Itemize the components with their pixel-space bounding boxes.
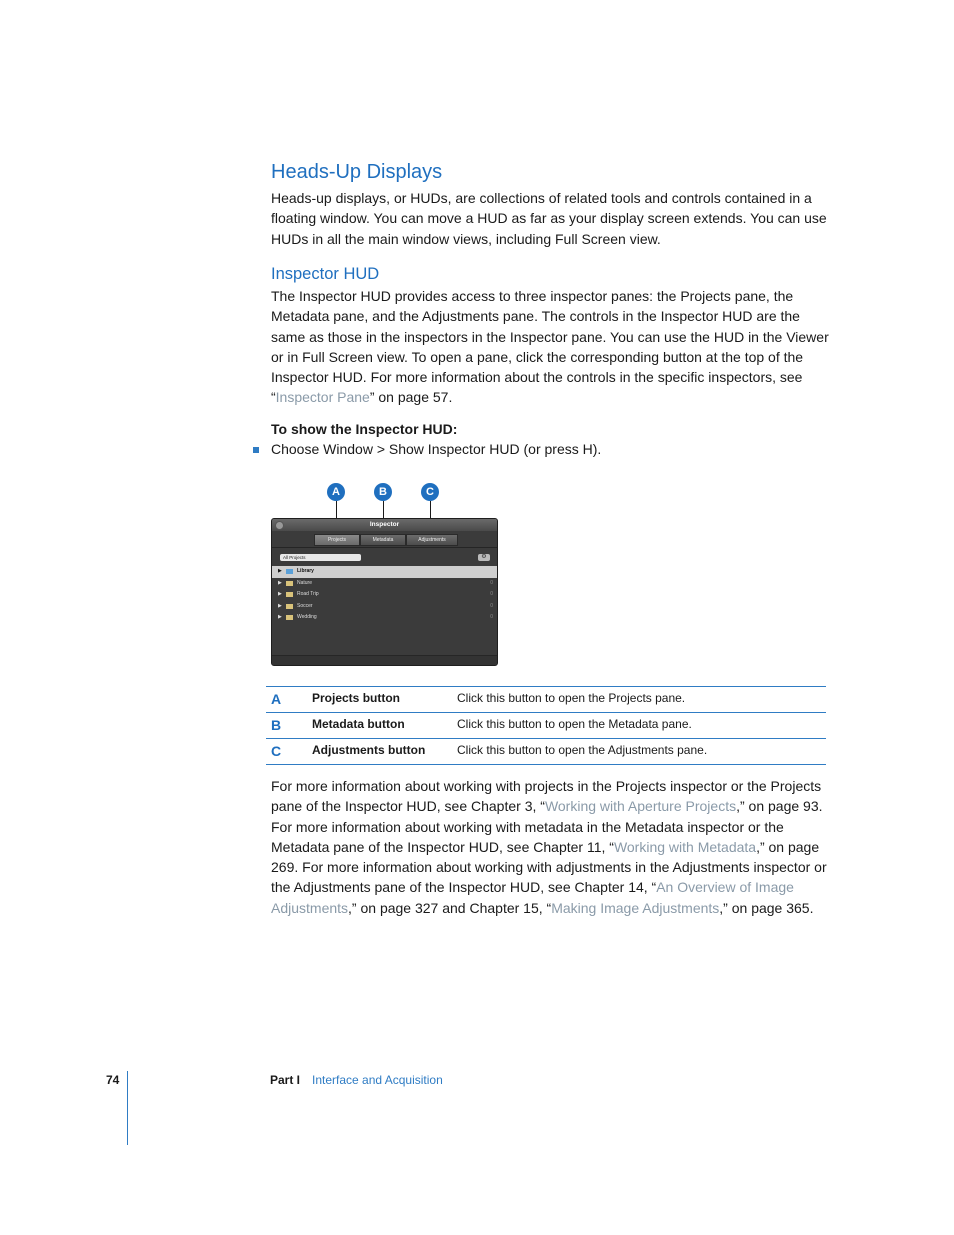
callout-table [266,686,826,765]
row-description: Click this button to open the Adjustments pane. [457,743,708,757]
task-title: To show the Inspector HUD: [271,421,458,437]
paragraph-text: ,” on page 269. For more information about working with adjustments in the Adjustments inspector or the Adjustments pane of the Inspector HUD, see Chapter 14, “ [271,838,827,896]
adjustments-overview-link[interactable]: An Overview of Image Adjustments [271,879,794,916]
section-link[interactable]: Interface and Acquisition [312,1073,443,1087]
row-letter: C [271,743,282,759]
section-heading: Inspector HUD [271,265,380,283]
disclosure-triangle-icon[interactable]: ▶ [278,568,282,574]
list-item[interactable] [272,566,497,578]
bullet-marker [253,447,259,453]
list-item[interactable] [272,601,497,613]
inspector-hud-screenshot [271,518,498,666]
close-icon[interactable] [275,521,284,530]
folder-icon [286,581,293,586]
row-description: Click this button to open the Projects pane. [457,691,686,705]
item-count: 0 [490,614,493,620]
paragraph-text: ,” on page 327 and Chapter 15, “ [348,899,552,916]
row-letter: B [271,717,282,733]
making-adjustments-link[interactable]: Making Image Adjustments [551,899,720,916]
table-row [266,713,826,739]
item-name: Road Trip [297,591,319,597]
item-name: Wedding [297,614,317,620]
folder-icon [286,592,293,597]
row-letter: A [271,691,282,707]
row-description: Click this button to open the Metadata pane. [457,717,692,731]
bullet-step: Choose Window > Show Inspector HUD (or press H). [271,441,602,457]
list-item[interactable] [272,589,497,601]
intro-paragraph: Heads-up displays, or HUDs, are collections of related tools and controls contained in a floating window. You can move a HUD as far as your display screen extends. You can use HUDs in all the main window views, including Full Screen view. [271,190,827,247]
callout-b: B [374,483,392,501]
item-count: 0 [490,602,493,609]
adjustments-tab[interactable]: Adjustments [406,534,458,546]
page-number: 74 [106,1073,120,1087]
page-heading: Heads-Up Displays [271,161,443,183]
list-item[interactable] [272,612,497,624]
table-row [266,687,826,713]
paragraph-text: ,” on page 93. For more information about working with metadata in the Metadata inspector or the Metadata pane of the Inspector HUD, see Chapter 11, “ [271,798,823,855]
item-count: 0 [490,591,493,597]
callout-a: A [327,483,345,501]
projects-chapter-link[interactable]: Working with Aperture Projects [544,798,737,815]
paragraph-text: The Inspector HUD provides access to three inspector panes: the Projects pane, the Metadata pane, and the Adjustments pane. The controls in the Inspector HUD are the same as those in the inspectors in the Inspector pane. You can use the HUD in the Viewer or in Full Screen view. To open a pane, click the corresponding button at the top of the Inspector HUD. For more information about the controls in the specific inspectors, see “ [271,288,829,406]
part-label: Part I [270,1073,301,1087]
closing-paragraph [271,776,831,918]
folder-icon [286,604,293,609]
item-name: Soccer [297,602,313,609]
item-name: Nature [297,579,313,586]
footer-rule [127,1071,128,1145]
disclosure-triangle-icon[interactable]: ▶ [278,579,282,586]
callout-c: C [421,483,439,501]
folder-icon [286,615,293,620]
metadata-chapter-link[interactable]: Working with Metadata [613,838,757,855]
paragraph-text: ” on page 57. [369,389,453,406]
row-name: Adjustments button [312,743,426,757]
table-row [266,739,826,765]
paragraph-text: For more information about working with projects in the Projects inspector or the Projects pane of the Inspector HUD, see Chapter 3, “ [271,778,822,815]
paragraph-text: ,” on page 365. [719,899,814,916]
library-icon [286,569,293,574]
disclosure-triangle-icon[interactable]: ▶ [278,614,282,620]
gear-icon[interactable]: ⚙ [478,554,490,561]
metadata-tab[interactable]: Metadata [360,534,406,546]
disclosure-triangle-icon[interactable]: ▶ [278,602,282,609]
row-name: Projects button [312,691,401,705]
list-item[interactable] [272,578,497,590]
item-count: 0 [490,579,493,586]
project-list [272,566,497,624]
inspector-pane-link[interactable]: Inspector Pane [275,389,370,406]
divider [272,547,497,548]
row-name: Metadata button [312,717,405,731]
item-name: Library [297,568,314,574]
projects-popup[interactable]: All Projects [280,554,361,561]
projects-tab[interactable]: Projects [314,534,360,546]
hud-title: Inspector [272,519,497,531]
disclosure-triangle-icon[interactable]: ▶ [278,591,282,597]
inspector-paragraph [271,286,831,408]
hud-footer [272,655,497,666]
